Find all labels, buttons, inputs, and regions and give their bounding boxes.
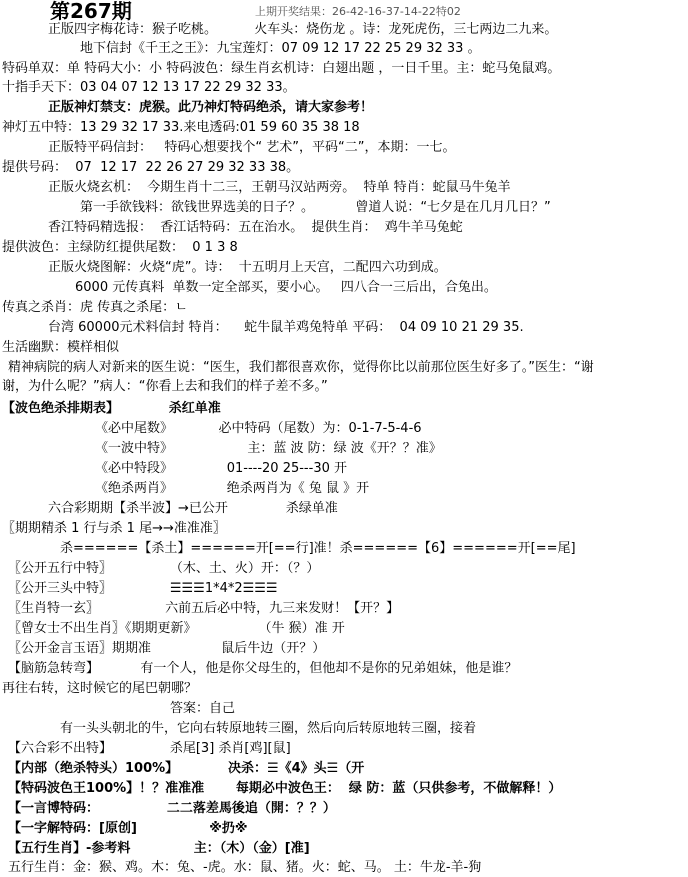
issue-title: 第267期 bbox=[50, 0, 132, 23]
text-line: 〖生肖特一玄〗 六前五后必中特，九三来发财！【开？】 bbox=[8, 601, 400, 616]
text-line: 〖期期精杀 1 行与杀 1 尾→→准准准〗 bbox=[2, 521, 226, 536]
text-line: 答案：自己 bbox=[170, 701, 236, 716]
draw-result: 上期开奖结果：26-42-16-37-14-22特02 bbox=[255, 5, 461, 18]
text-line: 有一头头朝北的牛，它向右转原地转三圈，然后向后转原地转三圈，接着 bbox=[60, 721, 477, 736]
text-line: 《必中尾数》 必中特码（尾数）为：0-1-7-5-4-6 bbox=[95, 421, 422, 436]
text-line: 【脑筋急转弯】 有一个人，他是你父母生的，但他却不是你的兄弟姐妹，他是谁？ bbox=[8, 661, 518, 676]
text-line: 台湾 60000元术料信封 特肖： 蛇牛鼠羊鸡兔特单 平码： 04 09 10 21 29 35. bbox=[48, 320, 524, 335]
text-line: 正版四字梅花诗：猴子吃桃。 火车头：烧伤龙 。诗：龙死虎伤，三七两边二九来。 bbox=[48, 22, 558, 37]
text-line: 正版神灯禁支：虎猴。此乃神灯特码绝杀，请大家参考！ bbox=[48, 100, 374, 115]
text-line: 【一字解特码：[原创] ※扔※ bbox=[8, 821, 248, 836]
text-line: 《绝杀两肖》 绝杀两肖为《 兔 鼠 》开 bbox=[95, 481, 370, 496]
text-line: 正版火烧玄机： 今期生肖十二三，王朝马汉站两旁。 特单 特肖：蛇鼠马牛兔羊 bbox=[48, 180, 511, 195]
text-line: 香江特码精选报： 香江话特码：五在治水。 提供生肖： 鸡牛羊马兔蛇 bbox=[48, 220, 463, 235]
text-line: 六合彩期期【杀半波】→已公开 杀绿单准 bbox=[48, 501, 338, 516]
text-line: 杀======【杀土】======开[==行]准！杀======【6】======开[==尾] bbox=[60, 541, 576, 556]
text-line: 特码单双：单 特码大小：小 特码波色：绿生肖玄机诗：白翅出题 ，一日千里。主：蛇马兔鼠鸡。 bbox=[2, 61, 561, 76]
text-line: 【六合彩不出特】 杀尾[3] 杀肖[鸡][鼠] bbox=[8, 741, 291, 756]
text-line: 6000 元传真料 单数一定全部买，要小心。 四八合一三后出，合兔出。 bbox=[75, 280, 497, 295]
text-line: 第一手欲钱料：欲钱世界选美的日子？。 曾道人说：“七夕是在几月几日？” bbox=[80, 200, 551, 215]
text-line: 正版特平码信封： 特码心想要找个“ 艺术”，平码“二”，本期：一七。 bbox=[48, 140, 456, 155]
text-line: 〖公开三头中特〗 ☰☰☰1*4*2☰☰☰ bbox=[8, 581, 278, 596]
text-line: 【一言博特码： 二二落差馬後追（開：？？） bbox=[8, 801, 336, 816]
text-line: 【内部（绝杀特头）100%】 决杀：☰《4》头☰（开 bbox=[8, 761, 365, 776]
text-line: 精神病院的病人对新来的医生说：“医生，我们都很喜欢你，觉得你比以前那位医生好多了。”医生：“谢 bbox=[8, 360, 594, 375]
text-line: 【波色绝杀排期表】 杀红单准 bbox=[2, 401, 221, 416]
text-line: 神灯五中特：13 29 32 17 33.来电透码:01 59 60 35 38 18 bbox=[2, 120, 360, 135]
text-line: 〖公开五行中特〗 （木、土、火）开：（？） bbox=[8, 561, 320, 576]
text-line: 〖公开金言玉语〗期期准 鼠后牛边（开？） bbox=[8, 641, 326, 656]
text-line: 提供号码： 07 12 17 22 26 27 29 32 33 38。 bbox=[2, 160, 300, 175]
text-line: 《必中特段》 01----20 25---30 开 bbox=[95, 461, 347, 476]
text-line: 【特码波色王100%】！？准准准 每期必中波色王： 绿 防：蓝（只供参考，不做解释！） bbox=[8, 781, 562, 796]
text-line: 【五行生肖】-参考料 主：（木）（金）[准] bbox=[8, 841, 310, 856]
text-line: 生活幽默：模样相似 bbox=[2, 340, 120, 355]
text-line: 再往右转，这时候它的尾巴朝哪？ bbox=[2, 681, 198, 696]
text-line: 正版火烧图解：火烧“虎”。诗： 十五明月上天宫，二配四六功到成。 bbox=[48, 260, 447, 275]
text-line: 提供波色：主绿防红提供尾数： 0 1 3 8 bbox=[2, 240, 238, 255]
text-line: 《一波中特》 主：蓝 波 防：绿 波《开？？准》 bbox=[95, 441, 442, 456]
text-line: 传真之杀肖：虎 传真之杀尾：ㄴ bbox=[2, 300, 188, 315]
text-line: 谢，为什么呢？”病人：“你看上去和我们的样子差不多。” bbox=[2, 379, 328, 394]
text-line: 五行生肖：金：猴、鸡。木：兔、-虎。水：鼠、猪。火：蛇、马。 土：牛龙-羊-狗 bbox=[8, 860, 482, 875]
text-line: 〖曾女士不出生肖〗《期期更新》 （牛 猴）准 开 bbox=[8, 621, 345, 636]
text-line: 十指手天下：03 04 07 12 13 17 22 29 32 33。 bbox=[2, 80, 296, 95]
text-line: 地下信封《千王之王》：九宝莲灯：07 09 12 17 22 25 29 32 33 。 bbox=[80, 41, 481, 56]
